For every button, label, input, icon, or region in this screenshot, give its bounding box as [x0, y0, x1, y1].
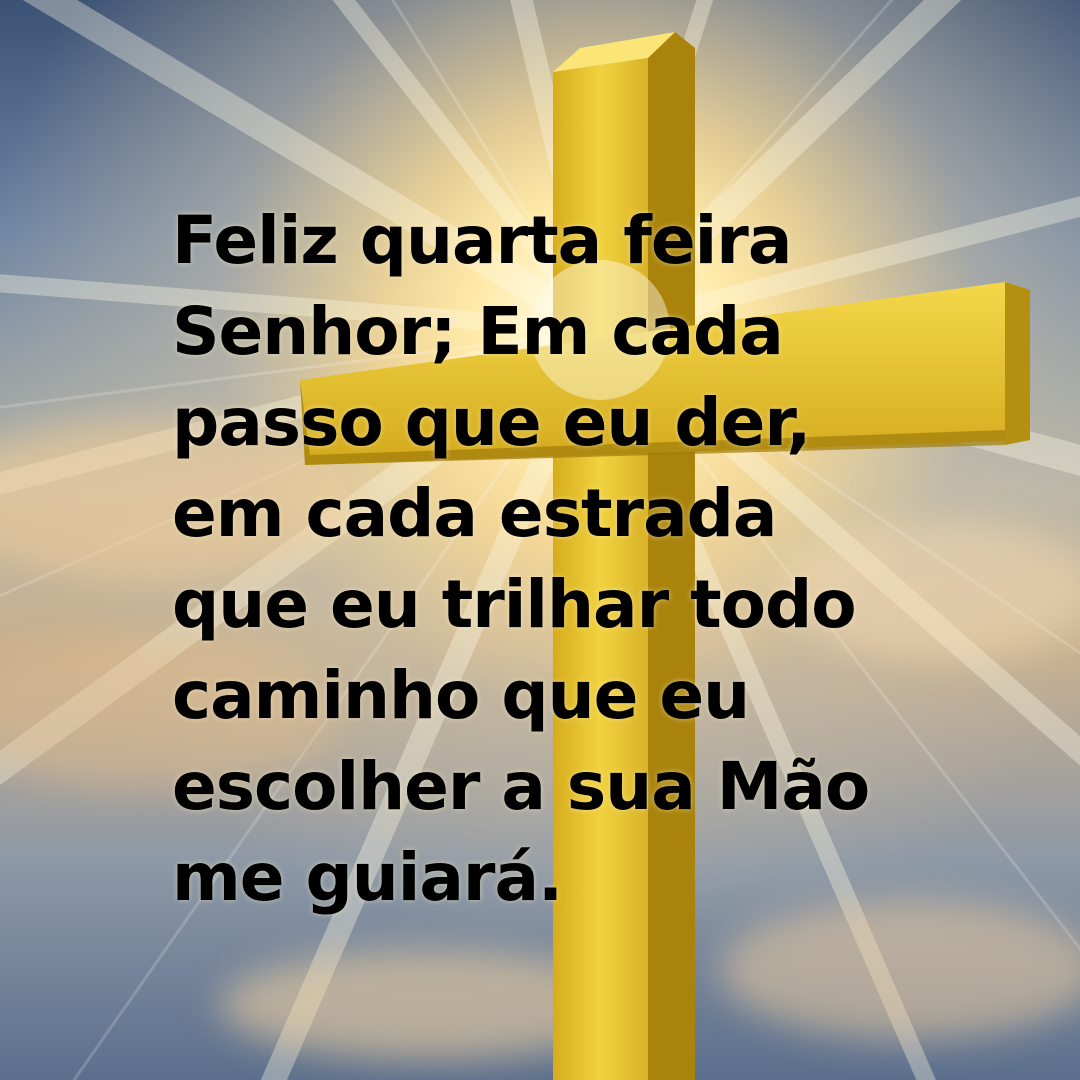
message-text: Feliz quarta feira Senhor; Em cada passo que eu der, em cada estrada que eu trilhar todo caminho que eu escolher a sua Mão me guiará.	[172, 202, 870, 916]
